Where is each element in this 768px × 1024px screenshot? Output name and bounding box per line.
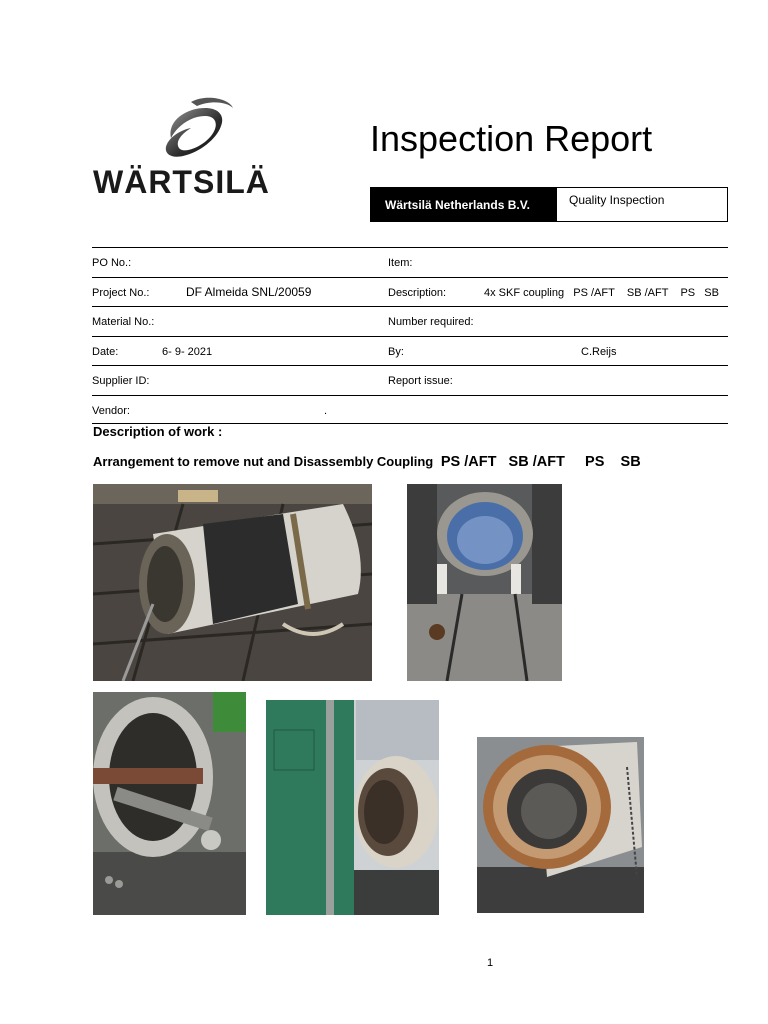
label-number-required: Number required: bbox=[388, 316, 474, 328]
company-box bbox=[370, 187, 728, 222]
logo-text: WÄRTSILÄ bbox=[93, 164, 270, 200]
info-row-vendor bbox=[92, 395, 728, 425]
label-supplier: Supplier ID: bbox=[92, 375, 150, 387]
info-table bbox=[92, 247, 728, 424]
label-material: Material No.: bbox=[92, 316, 155, 328]
description-heading: Description of work : bbox=[93, 424, 223, 439]
label-vendor: Vendor: bbox=[92, 404, 130, 417]
page-number: 1 bbox=[487, 957, 494, 969]
arrangement-codes: PS /AFT SB /AFT PS SB bbox=[440, 454, 641, 470]
wartsila-logo bbox=[93, 96, 270, 200]
page-title: Inspection Report bbox=[370, 118, 653, 159]
info-row-project bbox=[92, 277, 728, 307]
arrangement-text: Arrangement to remove nut and Disassembly Coupling bbox=[93, 454, 434, 469]
photo-coupling-end-face bbox=[477, 737, 644, 913]
arrangement-line bbox=[93, 454, 641, 470]
label-project: Project No.: bbox=[92, 286, 150, 299]
photo-coupling-wrapped bbox=[93, 484, 372, 681]
info-row-po bbox=[92, 247, 728, 277]
label-description: Description: bbox=[388, 286, 447, 299]
info-row-date bbox=[92, 336, 728, 366]
info-row-material bbox=[92, 306, 728, 336]
company-name: Wärtsilä Netherlands B.V. bbox=[371, 188, 557, 221]
photo-coupling-fixture bbox=[407, 484, 562, 681]
label-item: Item: bbox=[388, 257, 413, 269]
value-description: 4x SKF coupling PS /AFT SB /AFT PS SB bbox=[484, 286, 719, 299]
value-date: 6- 9- 2021 bbox=[162, 345, 213, 358]
photo-coupling-interior bbox=[93, 692, 246, 915]
label-date: Date: bbox=[92, 345, 119, 358]
value-by: C.Reijs bbox=[581, 345, 617, 358]
label-po: PO No.: bbox=[92, 257, 132, 269]
value-project: DF Almeida SNL/20059 bbox=[186, 284, 312, 299]
photo-coupling-green-machine bbox=[266, 700, 439, 915]
info-row-supplier bbox=[92, 365, 728, 395]
value-vendor: . bbox=[324, 404, 328, 417]
wartsila-swoosh-icon bbox=[161, 96, 235, 162]
label-report-issue: Report issue: bbox=[388, 375, 453, 387]
label-by: By: bbox=[388, 345, 404, 358]
company-department: Quality Inspection bbox=[569, 193, 665, 207]
